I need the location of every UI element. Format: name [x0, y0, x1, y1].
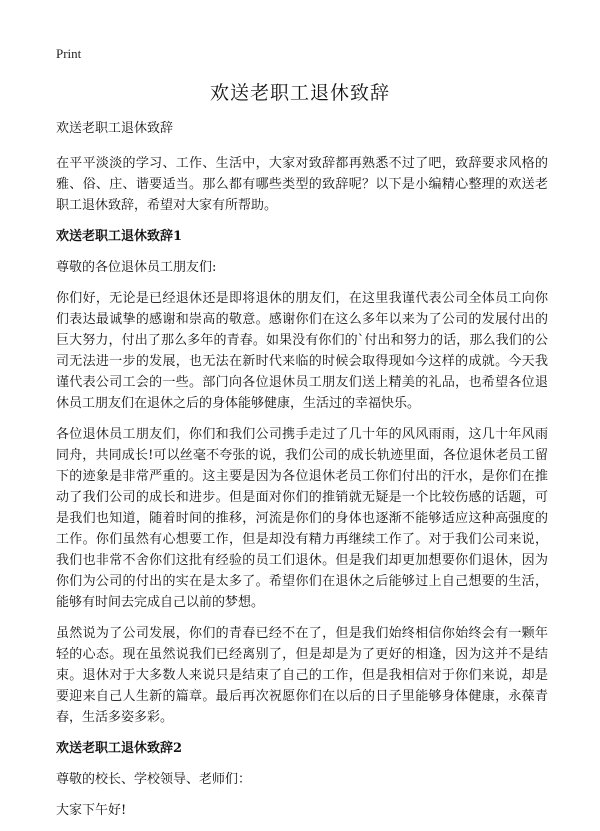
intro-paragraph: 在平平淡淡的学习、工作、生活中，大家对致辞都再熟悉不过了吧，致辞要求风格的雅、俗、庄、谐要适当。那么都有哪些类型的致辞呢？以下是小编精心整理的欢送老职工退休致辞，希望对大家有所帮助。	[56, 156, 548, 213]
document-body	[56, 118, 548, 831]
paragraph: 大家下午好!	[56, 803, 127, 818]
section-heading-1: 欢送老职工退休致辞1	[56, 229, 183, 244]
paragraph: 你们好，无论是已经退休还是即将退休的朋友们，在这里我谨代表公司全体员工向你们表达最诚挚的感谢和崇高的敬意。感谢你们在这么多年以来为了公司的发展付出的巨大努力，付出了那么多年的青春。如果没有你们的`付出和努力的话，那么我们的公司无法进一步的发展，也无法在新时代来临的时候会取得现如今这样的成就。今天我谨代表公司工会的一些。部门向各位退休员工朋友们送上精美的礼品，也希望各位退休员工朋友们在退休之后的身体能够健康，生活过的幸福快乐。	[56, 291, 548, 411]
paragraph: 尊敬的校长、学校领导、老师们：	[56, 772, 252, 787]
page-title: 欢送老职工退休致辞	[209, 82, 390, 104]
document-subtitle: 欢送老职工退休致辞	[56, 121, 174, 136]
paragraph: 尊敬的各位退休员工朋友们:	[56, 260, 217, 275]
print-link[interactable]: Print	[56, 46, 82, 61]
section-heading-2: 欢送老职工退休致辞2	[56, 741, 183, 756]
paragraph: 虽然说为了公司发展，你们的青春已经不在了，但是我们始终相信你始终会有一颗年轻的心态。现在虽然说我们已经离别了，但是却是为了更好的相逢，因为这并不是结束。退休对于大多数人来说只是结束了自己的工作，但是我相信对于你们来说，却是要迎来自己人生新的篇章。最后再次祝愿你们在以后的日子里能够身体健康，永葆青春，生活多姿多彩。	[56, 626, 548, 725]
paragraph: 各位退休员工朋友们，你们和我们公司携手走过了几十年的风风雨雨，这几十年风雨同舟，共同成长!可以丝毫不夸张的说，我们公司的成长轨迹里面，各位退休老员工留下的迹象是非常严重的。这主要是因为各位退休老员工你们付出的汗水，是你们在推动了我们公司的成长和进步。但是面对你们的推销就无疑是一个比较伤感的话题，可是我们也知道，随着时间的推移，河流是你们的身体也逐渐不能够适应这种高强度的工作。你们虽然有心想要工作，但是却没有精力再继续工作了。对于我们公司来说，我们也非常不舍你们这批有经验的员工们退休。但是我们却更加想要你们退休，因为你们为公司的付出的实在是太多了。希望你们在退休之后能够过上自己想要的生活，能够有时间去完成自己以前的梦想。	[56, 427, 548, 610]
